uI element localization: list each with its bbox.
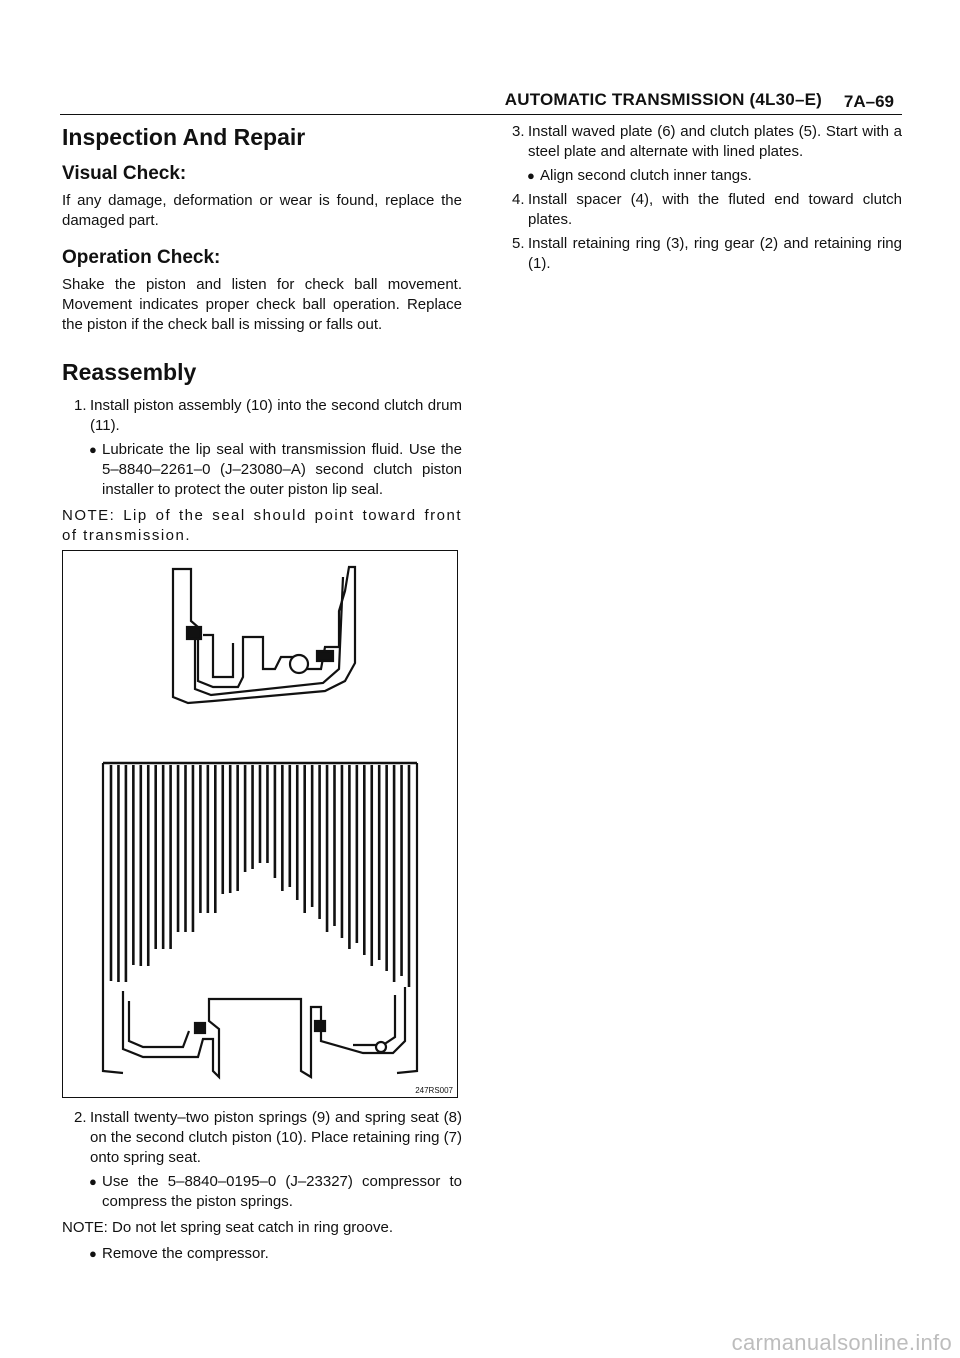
hub-seal-right bbox=[315, 1021, 325, 1031]
piston-inner-step bbox=[203, 635, 233, 677]
heading-reassembly: Reassembly bbox=[62, 359, 197, 385]
bullet-text: Align second clutch inner tangs. bbox=[540, 167, 752, 184]
bullet-remove-compressor bbox=[62, 1244, 462, 1264]
drum-hub bbox=[123, 987, 405, 1077]
reassembly-step-1 bbox=[62, 396, 462, 436]
step-number: 1. bbox=[74, 397, 87, 414]
bullet-align-tangs bbox=[500, 166, 902, 186]
heading-visual-check: Visual Check: bbox=[62, 163, 187, 184]
step-text: Install spacer (4), with the fluted end toward clutch plates. bbox=[528, 191, 902, 228]
seal-right bbox=[317, 651, 333, 661]
bullet-lubricate-lip-seal bbox=[62, 440, 462, 500]
bullet-icon: ● bbox=[89, 1246, 97, 1261]
reassembly-step-4 bbox=[500, 190, 902, 230]
step-number: 5. bbox=[512, 235, 525, 252]
bullet-use-compressor bbox=[62, 1172, 462, 1212]
reassembly-step-2 bbox=[62, 1108, 462, 1168]
clutch-drum-drawing bbox=[63, 551, 457, 1097]
seal-left bbox=[187, 627, 201, 639]
left-column bbox=[62, 122, 462, 576]
clutch-piston-illustration bbox=[62, 550, 458, 1098]
drum-lower-inner bbox=[129, 1001, 189, 1047]
step-number: 3. bbox=[512, 123, 525, 140]
bullet-icon: ● bbox=[89, 1174, 97, 1189]
heading-operation-check: Operation Check: bbox=[62, 247, 221, 268]
page-number: 7A–69 bbox=[843, 92, 894, 111]
drum-left-wall bbox=[103, 763, 123, 1073]
step-text: Install twenty–two piston springs (9) and spring seat (8) on the second clutch piston (10). Place retaining ring (7) onto spring seat. bbox=[90, 1109, 462, 1166]
drum-splines bbox=[111, 765, 409, 987]
hub-seal-left bbox=[195, 1023, 205, 1033]
hub-check-ball bbox=[376, 1042, 386, 1052]
step-text: Install piston assembly (10) into the second clutch drum (11). bbox=[90, 397, 462, 434]
reassembly-step-3 bbox=[500, 122, 902, 162]
watermark: carmanualsonline.info bbox=[731, 1330, 952, 1355]
bullet-text: Remove the compressor. bbox=[102, 1245, 269, 1262]
drum-right-wall bbox=[397, 763, 417, 1073]
bullet-text: Use the 5–8840–0195–0 (J–23327) compressor to compress the piston springs. bbox=[102, 1173, 462, 1210]
heading-inspection-and-repair: Inspection And Repair bbox=[62, 124, 306, 150]
step-text: Install waved plate (6) and clutch plates (5). Start with a steel plate and alternate with lined plates. bbox=[528, 123, 902, 160]
figure-id: 247RS007 bbox=[415, 1086, 453, 1095]
reassembly-step-5 bbox=[500, 234, 902, 274]
bullet-text: Lubricate the lip seal with transmission fluid. Use the 5–8840–2261–0 (J–23080–A) second clutch piston installer to protect the outer piston lip seal. bbox=[102, 441, 462, 498]
step-text: Install retaining ring (3), ring gear (2) and retaining ring (1). bbox=[528, 235, 902, 272]
right-column bbox=[500, 122, 902, 278]
note-spring-seat: NOTE: Do not let spring seat catch in ring groove. bbox=[62, 1219, 393, 1236]
bullet-icon: ● bbox=[89, 442, 97, 457]
step-number: 2. bbox=[74, 1109, 87, 1126]
visual-check-text: If any damage, deformation or wear is found, replace the damaged part. bbox=[62, 192, 462, 229]
step-number: 4. bbox=[512, 191, 525, 208]
page-header bbox=[60, 86, 902, 115]
bullet-icon: ● bbox=[527, 168, 535, 183]
note-lip-seal: NOTE: Lip of the seal should point toward front of transmission. bbox=[62, 507, 462, 544]
operation-check-text: Shake the piston and listen for check ball movement. Movement indicates proper check ball operation. Replace the piston if the check ball is missing or falls out. bbox=[62, 276, 462, 333]
reassembly-continued bbox=[62, 1106, 462, 1268]
drum-lower-right-inner bbox=[353, 995, 395, 1045]
section-title: AUTOMATIC TRANSMISSION (4L30–E) bbox=[504, 90, 822, 109]
check-ball bbox=[290, 655, 308, 673]
